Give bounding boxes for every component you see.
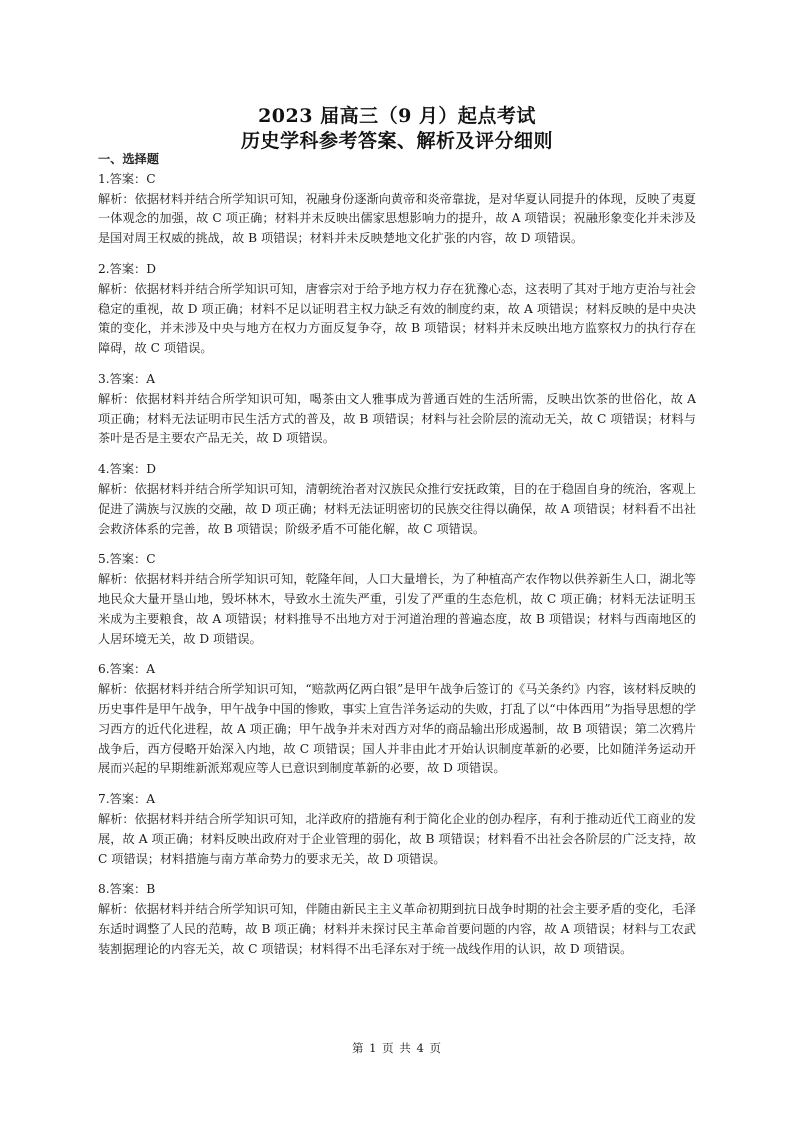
question-1 bbox=[98, 170, 696, 249]
analysis-text: 解析：依据材料并结合所学知识可知，喝茶由文人雅事成为普通百姓的生活所需，反映出饮茶的世俗化，故 A 项正确；材料无法证明市民生活方式的普及，故 B 项错误；材料与社会阶层的流动无关，故 C 项错误；材料与茶叶是否是主要农产品无关，故 D 项错误。 bbox=[98, 391, 696, 446]
analysis-text: 解析：依据材料并结合所学知识可知，唐睿宗对于给予地方权力存在犹豫心态，这表明了其对于地方吏治与社会稳定的重视，故 D 项正确；材料不足以证明君主权力缺乏有效的制度约束，故 A 项错误；材料反映的是中央决策的变化，并未涉及中央与地方在权力方面反复争夺，故 B 项错误；材料并未反映出地方监察权力的执行存在障碍，故 C 项错误。 bbox=[98, 281, 696, 356]
question-7 bbox=[98, 790, 696, 869]
answer-line: 3.答案：A bbox=[98, 371, 155, 386]
analysis-text: 解析：依据材料并结合所学知识可知，“赔款两亿两白银”是甲午战争后签订的《马关条约》内容，该材料反映的历史事件是甲午战争，甲午战争中国的惨败，事实上宣告洋务运动的失败，打乱了以“中体西用”为指导思想的学习西方的近代化进程，故 A 项正确；甲午战争并未对西方对华的商品输出形成遏制，故 B 项错误；第二次鸦片战争后，西方侵略开始深入内地，故 C 项错误；国人并非由此才开始认识制度革新的必要，比如随洋务运动开展而兴起的早期维新派郑观应等人已意识到制度革新的必要，故 D 项错误。 bbox=[98, 682, 696, 776]
question-3 bbox=[98, 370, 696, 449]
question-5 bbox=[98, 550, 696, 649]
document-subtitle: 历史学科参考答案、解析及评分细则 bbox=[240, 130, 553, 152]
answer-line: 2.答案：D bbox=[98, 261, 156, 276]
answer-line: 7.答案：A bbox=[98, 792, 155, 807]
question-6 bbox=[98, 660, 696, 779]
question-2 bbox=[98, 260, 696, 359]
answer-content bbox=[98, 150, 696, 959]
question-4 bbox=[98, 460, 696, 539]
analysis-text: 解析：依据材料并结合所学知识可知，北洋政府的措施有利于简化企业的创办程序，有利于推动近代工商业的发展，故 A 项正确；材料反映出政府对于企业管理的弱化，故 B 项错误；材料看不出社会各阶层的广泛支持，故 C 项错误；材料措施与南方革命势力的要求无关，故 D 项错误。 bbox=[98, 811, 696, 866]
answer-line: 5.答案：C bbox=[98, 552, 156, 567]
section-heading: 一、选择题 bbox=[98, 152, 159, 166]
answer-line: 4.答案：D bbox=[98, 462, 156, 477]
document-title: 2023 届高三（9 月）起点考试 bbox=[258, 105, 536, 127]
question-8 bbox=[98, 880, 696, 959]
page-number: 第 1 页 共 4 页 bbox=[352, 1041, 442, 1055]
analysis-text: 解析：依据材料并结合所学知识可知，祝融身份逐渐向黄帝和炎帝靠拢，是对华夏认同提升的体现，反映了夷夏一体观念的加强，故 C 项正确；材料并未反映出儒家思想影响力的提升，故 A 项错误；祝融形象变化并未涉及是国对周王权威的挑战，故 B 项错误；材料并未反映楚地文化扩张的内容，故 D 项错误。 bbox=[98, 191, 696, 246]
analysis-text: 解析：依据材料并结合所学知识可知，清朝统治者对汉族民众推行安抚政策，目的在于稳固自身的统治，客观上促进了满族与汉族的交融，故 D 项正确；材料无法证明密切的民族交往得以确保，故 A 项错误；材料看不出社会救济体系的完善，故 B 项错误；阶级矛盾不可能化解，故 C 项错误。 bbox=[98, 481, 696, 536]
answer-line: 8.答案：B bbox=[98, 882, 156, 897]
answer-line: 6.答案：A bbox=[98, 662, 155, 677]
analysis-text: 解析：依据材料并结合所学知识可知，伴随由新民主主义革命初期到抗日战争时期的社会主要矛盾的变化，毛泽东适时调整了人民的范畴，故 B 项正确；材料并未探讨民主革命首要问题的内容，故 A 项错误；材料与工农武装割据理论的内容无关，故 C 项错误；材料得不出毛泽东对于统一战线作用的认识，故 D 项错误。 bbox=[98, 902, 696, 956]
analysis-text: 解析：依据材料并结合所学知识可知，乾隆年间，人口大量增长，为了种植高产农作物以供养新生人口，湖北等地民众大量开垦山地，毁坏林木，导致水土流失严重，引发了严重的生态危机，故 C 项正确；材料无法证明玉米成为主要粮食，故 A 项错误；材料推导不出地方对于河道治理的普遍态度，故 B 项错误；材料与西南地区的人居环境无关，故 D 项错误。 bbox=[98, 572, 696, 646]
answer-line: 1.答案：C bbox=[98, 171, 156, 186]
